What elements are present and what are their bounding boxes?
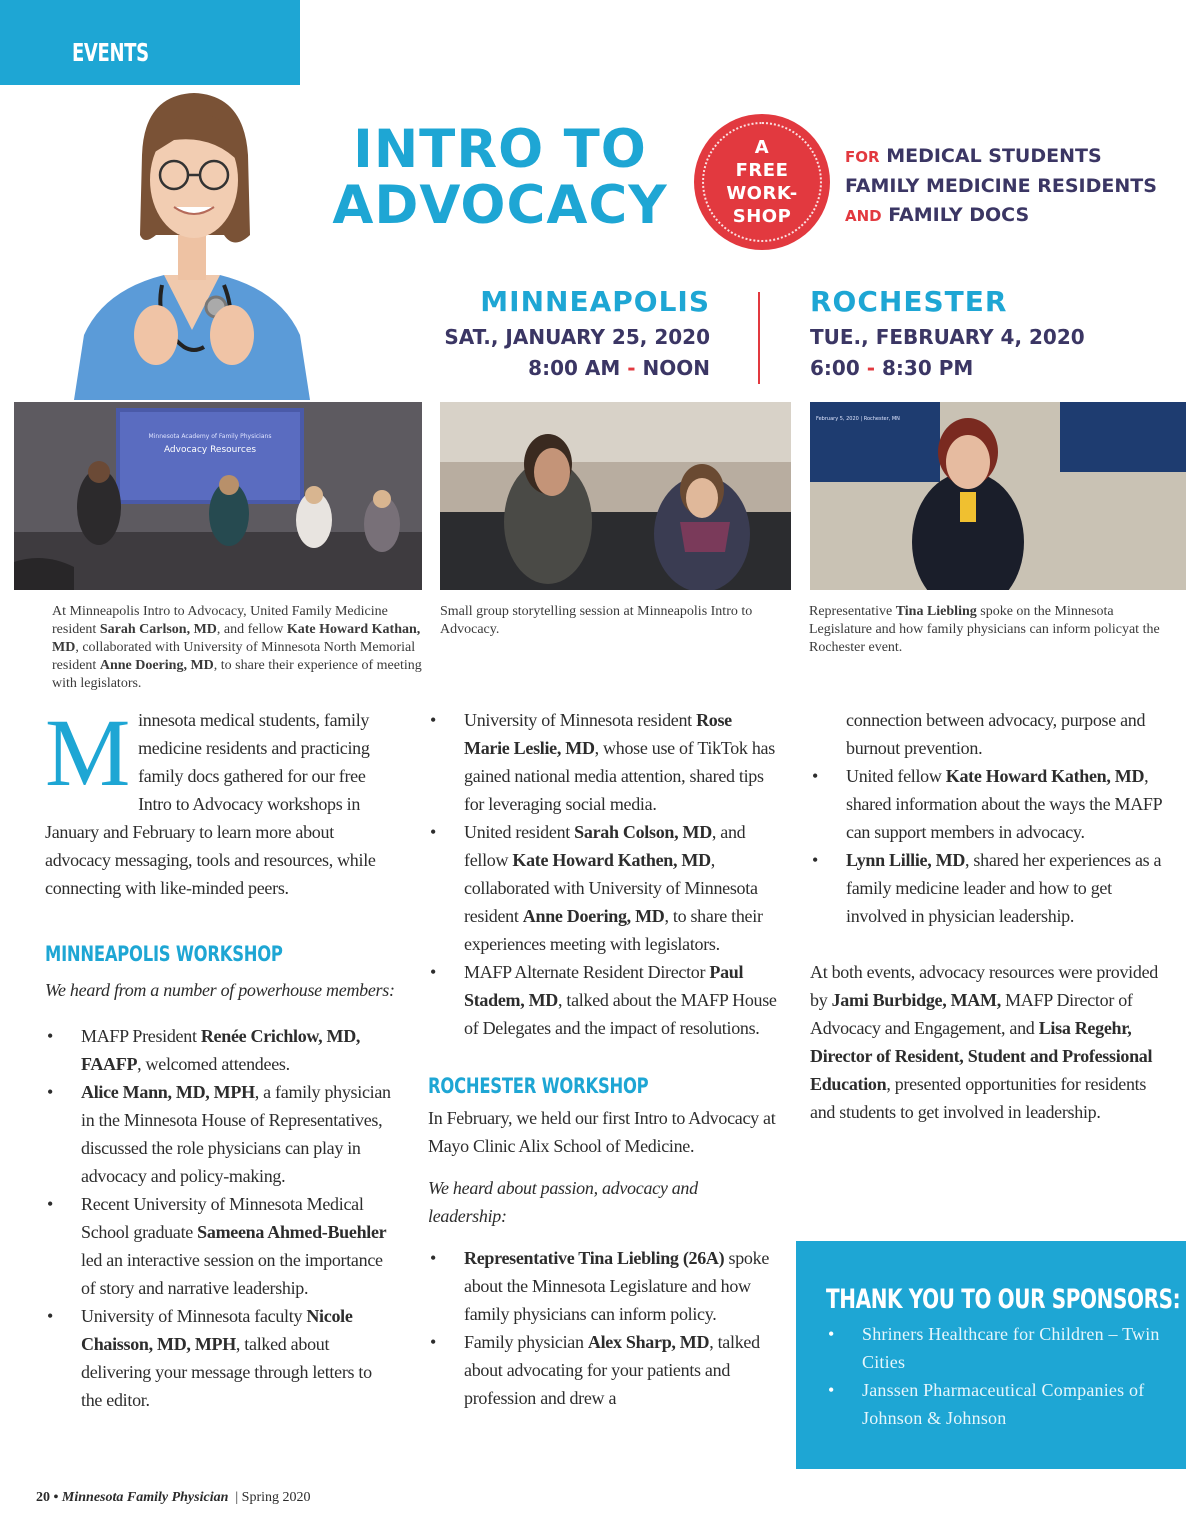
badge-line: SHOP	[732, 206, 792, 227]
city-name: MINNEAPOLIS	[480, 285, 710, 318]
audience-prefix: FOR	[845, 148, 880, 166]
rochester-event-info	[810, 285, 1140, 384]
list-item: • University of Minnesota resident Rose Marie Leslie, MD, whose use of TikTok has gained national media attention, shared tips for leveraging social media.	[428, 706, 780, 818]
caption-name: Anne Doering, MD	[99, 658, 214, 673]
badge-line: FREE	[735, 160, 789, 181]
list-item: • Family physician Alex Sharp, MD, talked about advocating for your patients and profession and drew a	[428, 1328, 780, 1412]
caption-text: Small group storytelling session at Minneapolis Intro to Advocacy.	[440, 604, 753, 637]
list-item: • United resident Sarah Colson, MD, and fellow Kate Howard Kathen, MD, collaborated with University of Minnesota resident Anne Doering, MD, to share their experiences meeting with legislators.	[428, 818, 780, 958]
time-start: 6:00	[810, 356, 860, 380]
minneapolis-workshop-heading: MINNEAPOLIS WORKSHOP	[45, 942, 283, 966]
page-number: 20	[36, 1490, 50, 1505]
speakers-lead: We heard about passion, advocacy and leadership:	[428, 1178, 698, 1226]
speaker-list	[45, 1022, 395, 1414]
nurse-photo	[44, 85, 340, 400]
audience-list	[845, 142, 1157, 231]
caption-text: spoke on the Minnesota Legislature and how family physicians can inform policyat the Rochester event.	[809, 604, 1160, 655]
publication-name: Minnesota Family Physician	[61, 1490, 229, 1505]
audience-prefix: AND	[845, 207, 882, 225]
location-divider	[758, 292, 760, 384]
screen-caption: February 5, 2020 | Rochester, MN	[816, 416, 900, 422]
time-dash: -	[866, 356, 876, 380]
audience-item: FAMILY DOCS	[888, 204, 1030, 226]
caption-name: Sarah Carlson, MD	[99, 622, 217, 637]
event-date: SAT., JANUARY 25, 2020	[444, 325, 710, 349]
drop-cap: M	[45, 699, 131, 806]
list-item: • Shriners Healthcare for Children – Twin Cities	[826, 1320, 1166, 1376]
closing-paragraph: At both events, advocacy resources were provided by Jami Burbidge, MAM, MAFP Director of Advocacy and Engagement, and Lisa Regehr, Director of Resident, Student and Professional Education, presented opportunities for residents and students to get involved in leadership.	[810, 962, 1158, 1122]
continued-text: connection between advocacy, purpose and burnout prevention.	[846, 710, 1146, 758]
rochester-intro: In February, we held our first Intro to Advocacy at Mayo Clinic Alix School of Medicine.	[428, 1108, 776, 1156]
list-item: • Recent University of Minnesota Medical School graduate Sameena Ahmed-Buehler led an interactive session on the importance of story and narrative leadership.	[45, 1190, 395, 1302]
article-column-2	[428, 706, 780, 1412]
time-dash: -	[627, 356, 636, 380]
caption-text: At Minneapolis Intro to Advocacy, United Family Medicine resident	[52, 604, 388, 637]
screen-title: Advocacy Resources	[163, 445, 257, 455]
small-group-photo	[440, 402, 791, 590]
minneapolis-event-info	[430, 285, 710, 384]
caption-text: , and fellow	[216, 622, 287, 637]
panel-photo	[14, 402, 422, 590]
footer-separator: •	[53, 1490, 59, 1505]
rochester-workshop-heading: ROCHESTER WORKSHOP	[428, 1074, 649, 1098]
photo-caption	[809, 603, 1169, 657]
audience-item: FAMILY MEDICINE RESIDENTS	[845, 175, 1157, 197]
section-tab	[0, 0, 300, 85]
list-item: • United fellow Kate Howard Kathen, MD, shared information about the ways the MAFP can support members in advocacy.	[810, 762, 1165, 846]
list-item: • Lynn Lillie, MD, shared her experiences as a family medicine leader and how to get involved in physician leadership.	[810, 846, 1165, 930]
time-start: 8:00 AM	[528, 356, 621, 380]
speaker-list	[810, 762, 1165, 930]
speaker-list	[428, 706, 780, 1042]
list-item: • MAFP Alternate Resident Director Paul Stadem, MD, talked about the MAFP House of Delegates and the impact of resolutions.	[428, 958, 780, 1042]
badge-line: A	[754, 137, 770, 158]
speakers-lead: We heard from a number of powerhouse members:	[45, 980, 395, 1000]
caption-text: , to share their experience of meeting with legislators.	[52, 658, 422, 691]
list-item: • Janssen Pharmaceutical Companies of Johnson & Johnson	[826, 1376, 1166, 1432]
list-item: • Alice Mann, MD, MPH, a family physician in the Minnesota House of Representatives, discussed the role physicians can play in advocacy and policy-making.	[45, 1078, 395, 1190]
event-time	[430, 353, 710, 384]
event-time	[810, 353, 1140, 384]
screen-line: Minnesota Academy of Family Physicians	[148, 433, 272, 440]
speaker-list	[428, 1244, 780, 1412]
sponsors-heading: THANK YOU TO OUR SPONSORS:	[826, 1284, 1181, 1315]
page-footer	[36, 1490, 311, 1506]
list-item: • University of Minnesota faculty Nicole Chaisson, MD, MPH, talked about delivering your message through letters to the editor.	[45, 1302, 395, 1414]
photo-caption	[440, 603, 790, 639]
issue-label: | Spring 2020	[235, 1490, 311, 1505]
badge-line: WORK-	[726, 183, 798, 204]
article-column-1	[45, 699, 395, 1414]
title-line-1: INTRO TO	[353, 119, 647, 180]
badge-text	[694, 136, 830, 228]
caption-text: , collaborated with University of Minnesota North Memorial resident	[52, 640, 416, 673]
speaker-photo	[810, 402, 1186, 590]
intro-text: innesota medical students, family medicine residents and practicing family docs gathered for our free Intro to Advocacy workshops in January and February to learn more about advocacy messaging, tools and resources, while connecting with like-minded peers.	[45, 710, 376, 898]
event-date: TUE., FEBRUARY 4, 2020	[810, 325, 1085, 349]
section-label: EVENTS	[72, 38, 149, 67]
title-line-2: ADVOCACY	[332, 175, 668, 236]
caption-text: Representative	[809, 604, 896, 619]
article-column-3	[810, 706, 1165, 1126]
page-title	[320, 119, 680, 236]
time-end: NOON	[642, 356, 710, 380]
city-name: ROCHESTER	[810, 285, 1008, 318]
time-end: 8:30 PM	[882, 356, 974, 380]
sponsors-list	[826, 1320, 1166, 1432]
audience-item: MEDICAL STUDENTS	[886, 145, 1102, 167]
list-item: • Representative Tina Liebling (26A) spoke about the Minnesota Legislature and how family physicians can inform policy.	[428, 1244, 780, 1328]
intro-paragraph	[45, 699, 395, 902]
list-item: • MAFP President Renée Crichlow, MD, FAAFP, welcomed attendees.	[45, 1022, 395, 1078]
caption-name: Tina Liebling	[895, 604, 977, 619]
photo-caption	[52, 603, 422, 693]
caption-name: Kate Howard Kathan, MD	[52, 622, 421, 655]
